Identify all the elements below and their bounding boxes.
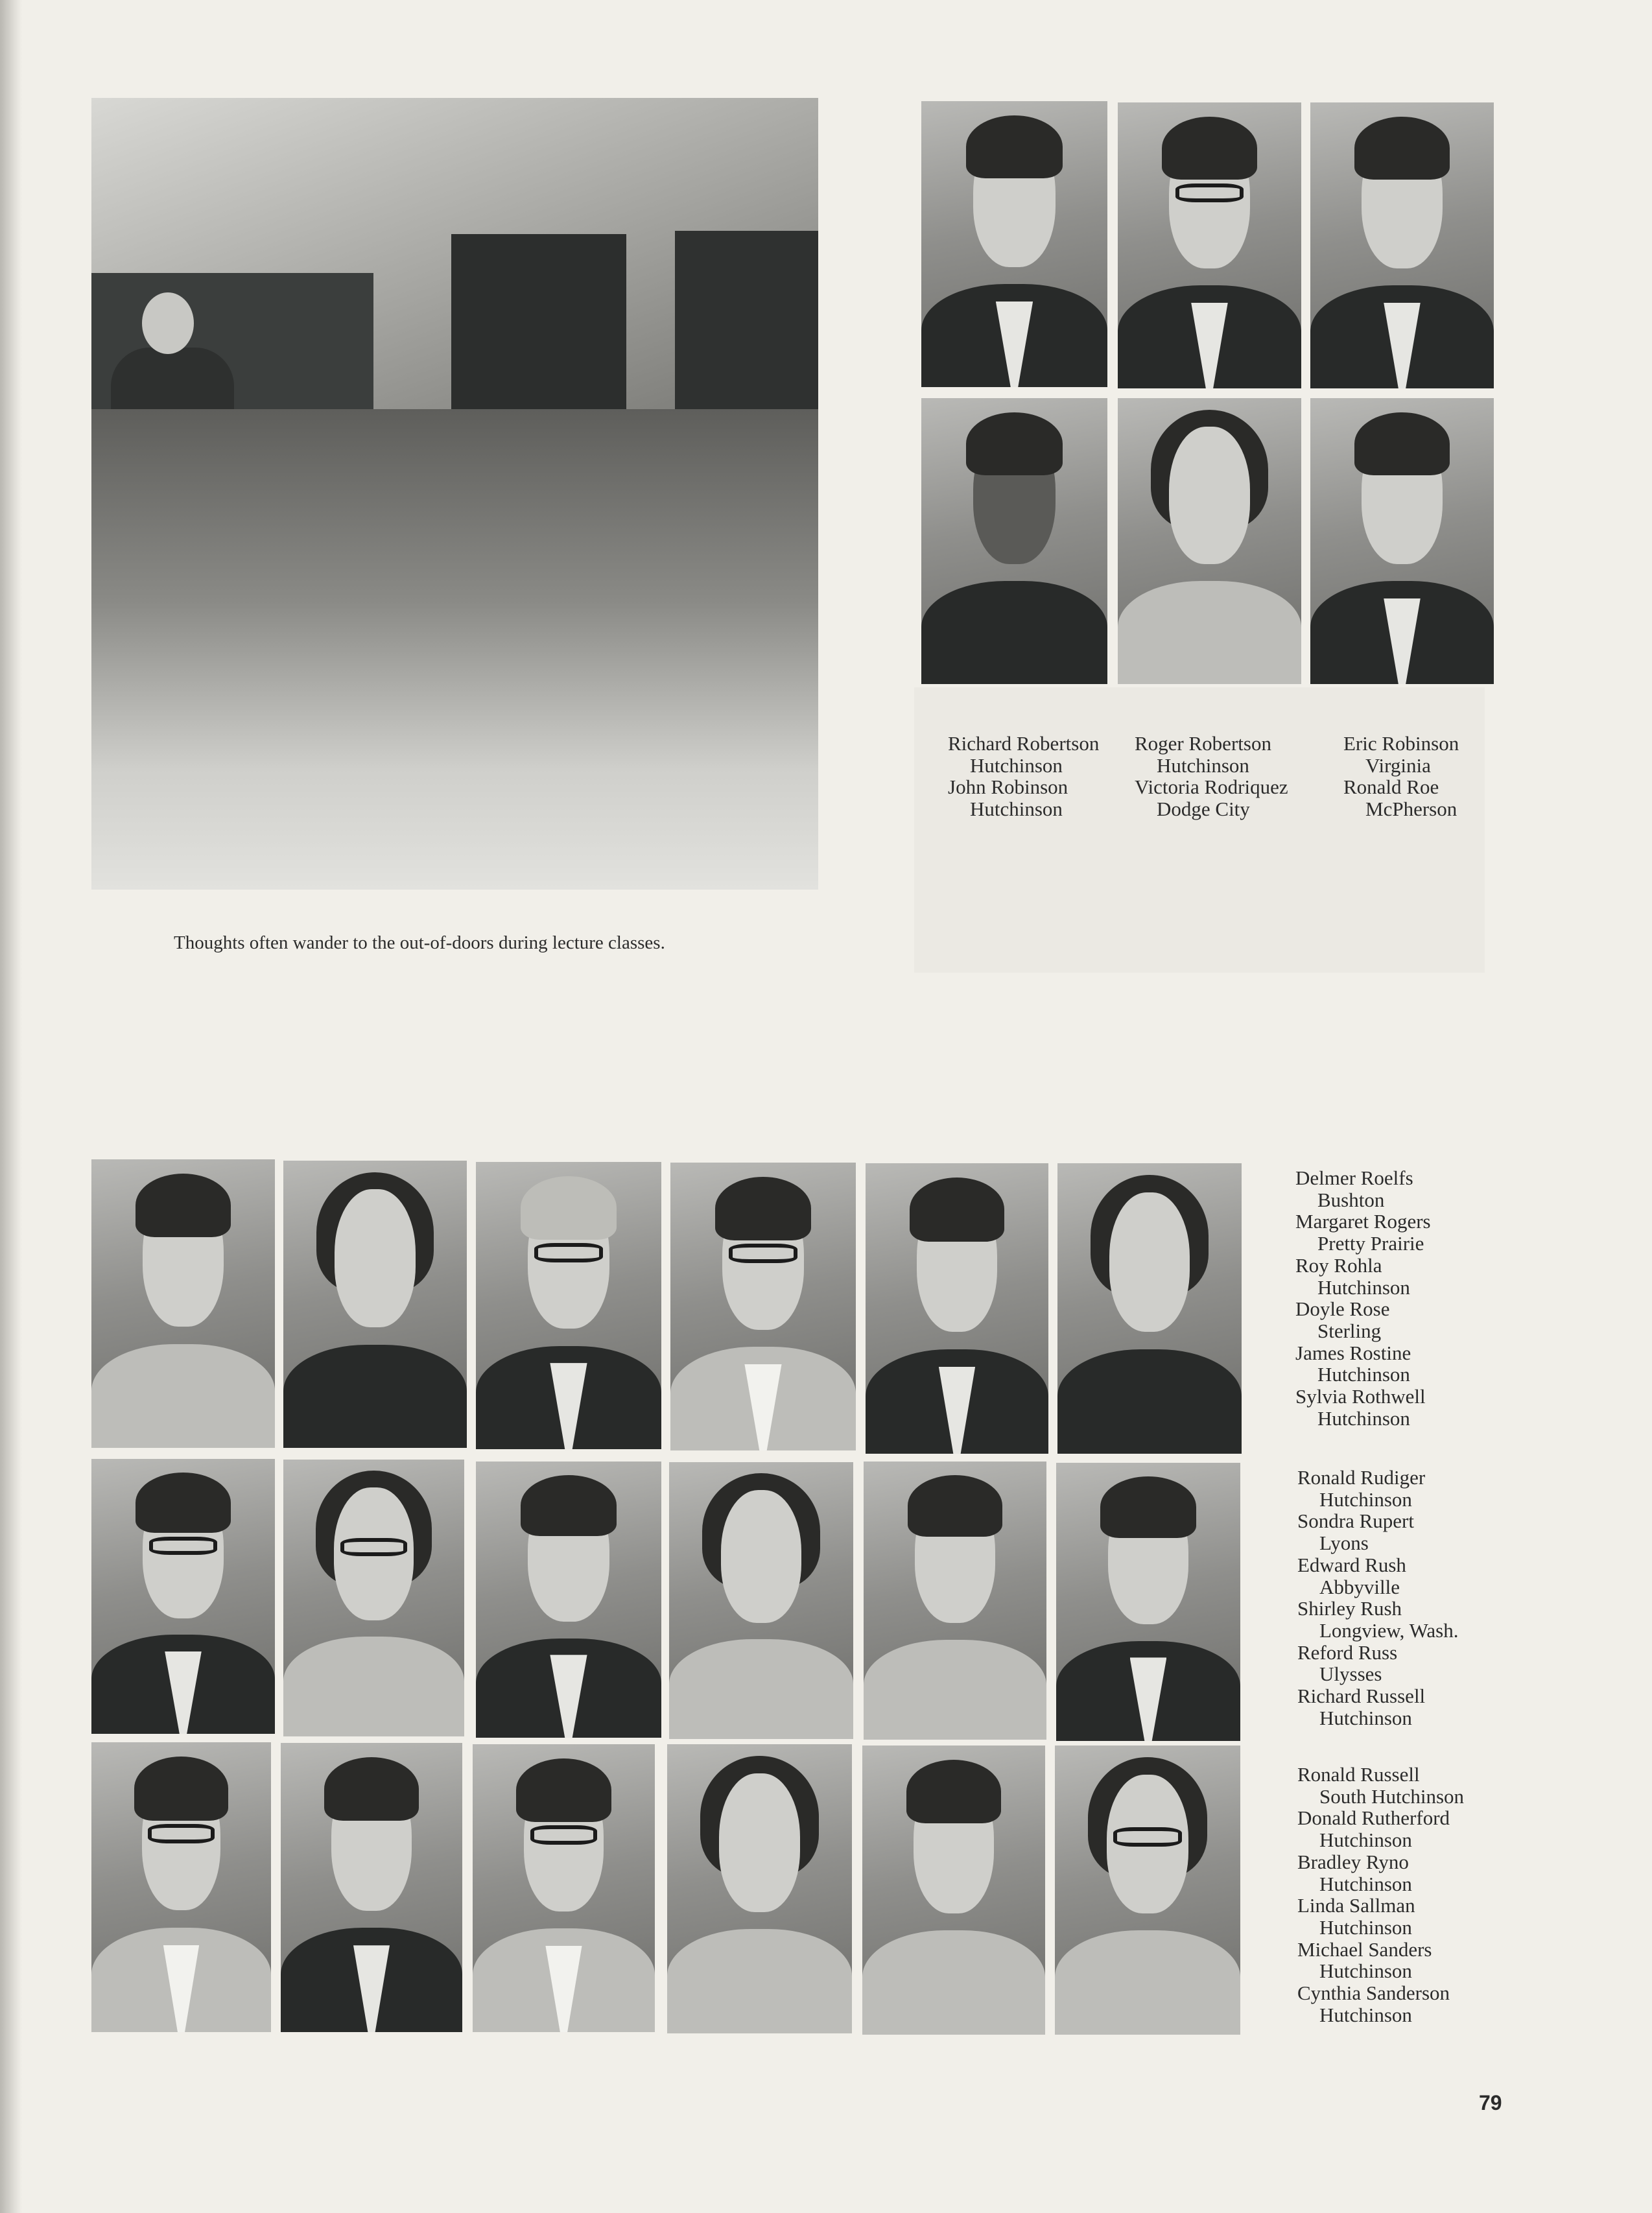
page-number: 79 [1479, 2091, 1502, 2114]
name-entry [1295, 1211, 1431, 1254]
portrait-photo [473, 1744, 655, 2032]
student-name: Sylvia Rothwell [1295, 1385, 1426, 1408]
cabinet-door [675, 231, 818, 425]
hometown: Hutchinson [1319, 1872, 1412, 1895]
hometown: Longview, Wash. [1319, 1618, 1459, 1642]
portrait-photo [283, 1161, 467, 1448]
student-name: Richard Robertson [948, 732, 1100, 755]
name-entry [1297, 1939, 1464, 1982]
name-entry [1297, 1764, 1464, 1807]
portrait-photo [283, 1460, 464, 1736]
hometown: Hutchinson [1319, 1706, 1412, 1729]
portrait-photo [1055, 1746, 1240, 2035]
name-entry [1295, 1342, 1431, 1386]
portrait-photo [91, 1159, 275, 1448]
student-name: Shirley Rush [1297, 1597, 1402, 1620]
student-name: Bradley Ryno [1297, 1850, 1409, 1873]
hometown: Hutchinson [1319, 1915, 1412, 1939]
hometown: Dodge City [1157, 798, 1250, 821]
name-entry [1295, 1167, 1431, 1211]
portrait-photo [667, 1744, 852, 2033]
name-entry [1297, 1851, 1464, 1895]
hometown: Hutchinson [970, 798, 1063, 821]
name-entry [1135, 776, 1288, 820]
cabinet-door [451, 234, 626, 435]
hometown: Hutchinson [970, 753, 1063, 777]
top-names-col3 [1343, 733, 1459, 820]
portrait-photo [1310, 398, 1494, 684]
hometown: Hutchinson [1319, 1487, 1412, 1511]
portrait-photo [864, 1462, 1046, 1740]
student-name: Cynthia Sanderson [1297, 1982, 1450, 2005]
student-name: Ronald Roe [1343, 775, 1439, 799]
portrait-photo [91, 1459, 275, 1734]
photo-caption: Thoughts often wander to the out-of-doors during lecture classes. [174, 932, 665, 953]
student-name: Ronald Rudiger [1297, 1466, 1426, 1489]
hometown: Bushton [1317, 1188, 1385, 1211]
portrait-photo [476, 1162, 661, 1449]
name-entry [1297, 1895, 1464, 1938]
name-entry [1135, 733, 1288, 776]
name-entry [1297, 1467, 1458, 1510]
student-name: Linda Sallman [1297, 1894, 1415, 1917]
portrait-photo [669, 1462, 853, 1739]
page-gutter-shadow [0, 0, 22, 2213]
lecture-class-photo [91, 98, 818, 890]
hometown: Lyons [1319, 1532, 1369, 1555]
hometown: Abbyville [1319, 1575, 1400, 1598]
portrait-photo [1310, 102, 1494, 388]
student-name: Richard Russell [1297, 1685, 1426, 1708]
portrait-photo [866, 1163, 1048, 1454]
hometown: Sterling [1317, 1319, 1382, 1342]
student-name: Margaret Rogers [1295, 1210, 1431, 1233]
hometown: Hutchinson [1157, 753, 1249, 777]
top-names-col1 [948, 733, 1099, 820]
name-entry [1297, 1554, 1458, 1598]
name-entry [1297, 1807, 1464, 1851]
portrait-photo [476, 1462, 661, 1738]
portrait-photo [1118, 398, 1301, 684]
student-name: Victoria Rodriquez [1135, 775, 1288, 799]
professor-head [142, 292, 194, 354]
students-seated [91, 409, 818, 890]
student-name: Edward Rush [1297, 1553, 1406, 1576]
portrait-photo [1056, 1463, 1240, 1741]
name-entry [1295, 1386, 1431, 1429]
hometown: Hutchinson [1317, 1275, 1410, 1299]
hometown: Hutchinson [1319, 2003, 1412, 2026]
portrait-photo [921, 398, 1107, 684]
name-entry [1297, 1598, 1458, 1641]
name-entry [948, 733, 1099, 776]
student-name: Ronald Russell [1297, 1763, 1420, 1786]
name-entry [1295, 1298, 1431, 1342]
bottom-names-row1 [1295, 1167, 1431, 1429]
top-names-col2 [1135, 733, 1288, 820]
hometown: McPherson [1365, 798, 1457, 821]
portrait-photo [91, 1742, 271, 2032]
student-name: Roy Rohla [1295, 1253, 1382, 1277]
hometown: Pretty Prairie [1317, 1232, 1424, 1255]
portrait-photo [921, 101, 1107, 387]
name-entry [1297, 1510, 1458, 1554]
name-entry [1297, 1982, 1464, 2026]
portrait-photo [1057, 1163, 1242, 1454]
student-name: James Rostine [1295, 1341, 1411, 1364]
student-name: Sondra Rupert [1297, 1509, 1414, 1533]
student-name: Donald Rutherford [1297, 1806, 1450, 1830]
name-entry [1295, 1255, 1431, 1298]
hometown: Ulysses [1319, 1663, 1382, 1686]
hometown: Hutchinson [1317, 1406, 1410, 1430]
hometown: Hutchinson [1319, 1959, 1412, 1983]
student-name: John Robinson [948, 775, 1068, 799]
student-name: Eric Robinson [1343, 732, 1459, 755]
name-entry [1297, 1642, 1458, 1685]
portrait-photo [670, 1163, 856, 1450]
student-name: Doyle Rose [1295, 1297, 1390, 1321]
student-name: Delmer Roelfs [1295, 1166, 1413, 1189]
bottom-names-row3 [1297, 1764, 1464, 2026]
student-name: Roger Robertson [1135, 732, 1271, 755]
name-entry [1343, 733, 1459, 776]
bottom-names-row2 [1297, 1467, 1458, 1729]
portrait-photo [1118, 102, 1301, 388]
hometown: Virginia [1365, 753, 1431, 777]
hometown: Hutchinson [1319, 1828, 1412, 1852]
hometown: South Hutchinson [1319, 1784, 1465, 1808]
name-entry [1343, 776, 1459, 820]
student-name: Michael Sanders [1297, 1937, 1432, 1961]
student-name: Reford Russ [1297, 1640, 1398, 1664]
name-entry [948, 776, 1099, 820]
hometown: Hutchinson [1317, 1363, 1410, 1386]
faint-shaded-panel [914, 687, 1485, 973]
portrait-photo [862, 1746, 1045, 2035]
portrait-photo [281, 1743, 462, 2032]
name-entry [1297, 1685, 1458, 1729]
